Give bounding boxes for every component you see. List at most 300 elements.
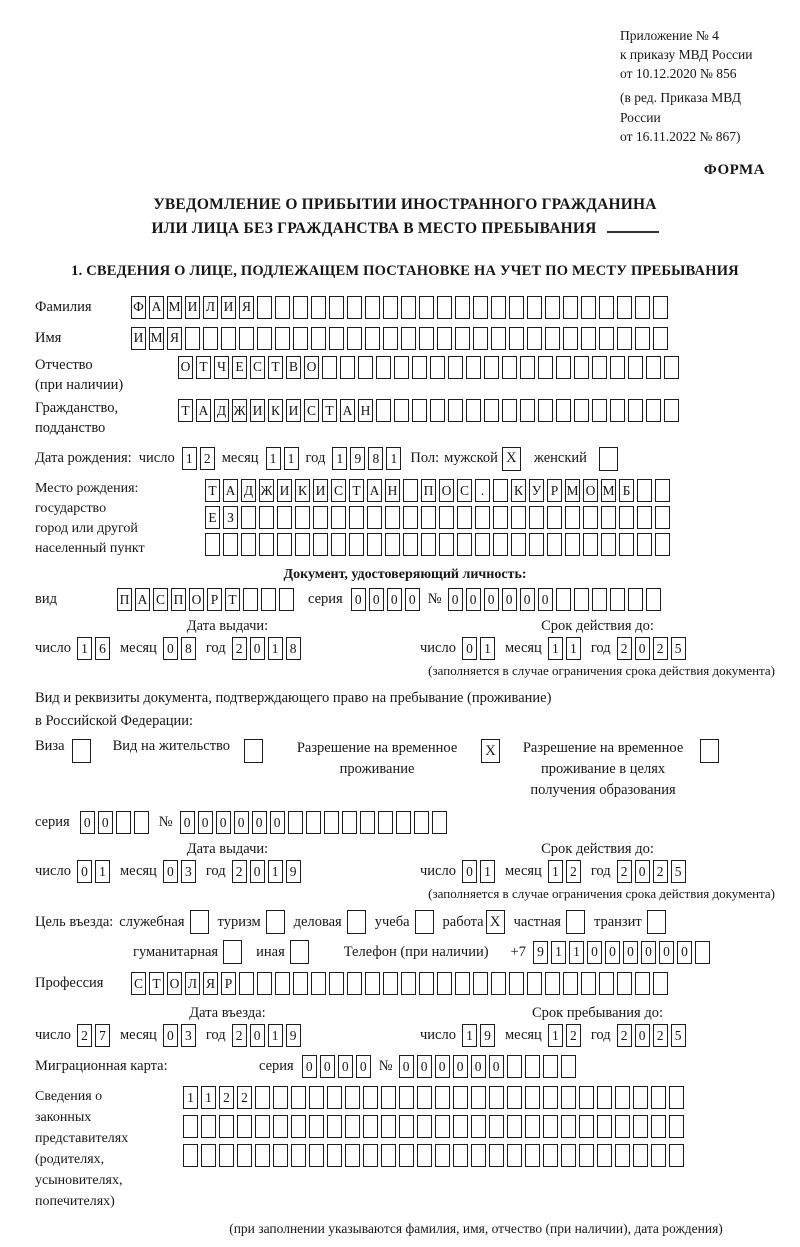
char-cell[interactable]: О xyxy=(189,588,204,611)
char-cell[interactable] xyxy=(358,356,373,379)
char-cell[interactable]: И xyxy=(131,327,146,350)
char-cell[interactable] xyxy=(347,327,362,350)
char-cell[interactable] xyxy=(610,356,625,379)
char-cell[interactable] xyxy=(322,356,337,379)
char-cell[interactable] xyxy=(543,1055,558,1078)
purpose-humanitarian-checkbox[interactable] xyxy=(223,940,242,964)
char-cell[interactable]: 0 xyxy=(587,941,602,964)
char-cell[interactable] xyxy=(309,1144,324,1167)
char-cell[interactable] xyxy=(437,296,452,319)
char-cell[interactable] xyxy=(599,296,614,319)
char-cell[interactable] xyxy=(430,356,445,379)
char-cell[interactable] xyxy=(363,1144,378,1167)
char-cell[interactable]: 0 xyxy=(462,860,477,883)
char-cell[interactable] xyxy=(493,506,508,529)
char-cell[interactable] xyxy=(329,972,344,995)
char-cell[interactable] xyxy=(581,296,596,319)
char-cell[interactable]: И xyxy=(221,296,236,319)
char-cell[interactable] xyxy=(403,479,418,502)
visa-checkbox[interactable] xyxy=(72,739,91,763)
char-cell[interactable]: С xyxy=(457,479,472,502)
char-cell[interactable]: 2 xyxy=(566,1024,581,1047)
char-cell[interactable] xyxy=(279,588,294,611)
char-cell[interactable] xyxy=(583,533,598,556)
char-cell[interactable]: 0 xyxy=(635,860,650,883)
char-cell[interactable]: Р xyxy=(221,972,236,995)
char-cell[interactable] xyxy=(403,506,418,529)
char-cell[interactable]: 1 xyxy=(266,447,281,470)
char-cell[interactable] xyxy=(491,972,506,995)
char-cell[interactable]: 0 xyxy=(356,1055,371,1078)
char-cell[interactable]: Т xyxy=(349,479,364,502)
char-cell[interactable] xyxy=(219,1144,234,1167)
char-cell[interactable] xyxy=(581,327,596,350)
char-cell[interactable]: 0 xyxy=(338,1055,353,1078)
char-cell[interactable]: 0 xyxy=(635,637,650,660)
char-cell[interactable] xyxy=(430,399,445,422)
char-cell[interactable] xyxy=(507,1055,522,1078)
char-cell[interactable] xyxy=(417,1115,432,1138)
char-cell[interactable] xyxy=(345,1115,360,1138)
char-cell[interactable] xyxy=(599,327,614,350)
char-cell[interactable] xyxy=(525,1144,540,1167)
char-cell[interactable] xyxy=(259,506,274,529)
char-cell[interactable] xyxy=(183,1115,198,1138)
char-cell[interactable] xyxy=(592,588,607,611)
char-cell[interactable] xyxy=(401,972,416,995)
char-cell[interactable] xyxy=(273,1086,288,1109)
char-cell[interactable] xyxy=(412,356,427,379)
char-cell[interactable] xyxy=(331,506,346,529)
char-cell[interactable] xyxy=(475,533,490,556)
char-cell[interactable] xyxy=(306,811,321,834)
char-cell[interactable] xyxy=(401,327,416,350)
char-cell[interactable] xyxy=(453,1086,468,1109)
char-cell[interactable] xyxy=(205,533,220,556)
char-cell[interactable] xyxy=(547,533,562,556)
char-cell[interactable]: М xyxy=(601,479,616,502)
char-cell[interactable] xyxy=(547,506,562,529)
char-cell[interactable] xyxy=(545,296,560,319)
char-cell[interactable] xyxy=(511,533,526,556)
char-cell[interactable] xyxy=(561,1144,576,1167)
char-cell[interactable] xyxy=(394,356,409,379)
char-cell[interactable] xyxy=(653,296,668,319)
char-cell[interactable] xyxy=(293,972,308,995)
char-cell[interactable] xyxy=(435,1086,450,1109)
char-cell[interactable]: Т xyxy=(322,399,337,422)
char-cell[interactable] xyxy=(489,1086,504,1109)
char-cell[interactable] xyxy=(509,296,524,319)
char-cell[interactable]: 1 xyxy=(548,1024,563,1047)
char-cell[interactable] xyxy=(439,533,454,556)
char-cell[interactable] xyxy=(376,356,391,379)
char-cell[interactable] xyxy=(511,506,526,529)
char-cell[interactable] xyxy=(509,327,524,350)
char-cell[interactable] xyxy=(525,1086,540,1109)
char-cell[interactable] xyxy=(619,506,634,529)
char-cell[interactable] xyxy=(615,1086,630,1109)
char-cell[interactable]: 1 xyxy=(77,637,92,660)
char-cell[interactable]: И xyxy=(185,296,200,319)
char-cell[interactable] xyxy=(637,533,652,556)
char-cell[interactable] xyxy=(329,296,344,319)
char-cell[interactable] xyxy=(471,1086,486,1109)
char-cell[interactable]: 1 xyxy=(182,447,197,470)
char-cell[interactable] xyxy=(502,399,517,422)
char-cell[interactable]: 0 xyxy=(635,1024,650,1047)
char-cell[interactable] xyxy=(116,811,131,834)
char-cell[interactable] xyxy=(421,506,436,529)
char-cell[interactable] xyxy=(203,327,218,350)
char-cell[interactable] xyxy=(277,533,292,556)
temp-residence-checkbox[interactable]: X xyxy=(481,739,500,763)
char-cell[interactable] xyxy=(538,356,553,379)
char-cell[interactable] xyxy=(471,1115,486,1138)
char-cell[interactable]: 0 xyxy=(471,1055,486,1078)
char-cell[interactable] xyxy=(633,1115,648,1138)
char-cell[interactable]: П xyxy=(421,479,436,502)
char-cell[interactable] xyxy=(565,506,580,529)
char-cell[interactable] xyxy=(601,506,616,529)
purpose-official-checkbox[interactable] xyxy=(190,910,209,934)
char-cell[interactable] xyxy=(437,972,452,995)
char-cell[interactable] xyxy=(646,356,661,379)
char-cell[interactable]: 0 xyxy=(252,811,267,834)
char-cell[interactable] xyxy=(381,1144,396,1167)
char-cell[interactable] xyxy=(597,1115,612,1138)
char-cell[interactable]: 8 xyxy=(286,637,301,660)
char-cell[interactable]: М xyxy=(167,296,182,319)
char-cell[interactable]: Ф xyxy=(131,296,146,319)
char-cell[interactable] xyxy=(610,399,625,422)
char-cell[interactable]: 0 xyxy=(520,588,535,611)
purpose-other-checkbox[interactable] xyxy=(290,940,309,964)
char-cell[interactable]: 0 xyxy=(270,811,285,834)
char-cell[interactable]: 9 xyxy=(350,447,365,470)
char-cell[interactable] xyxy=(419,296,434,319)
char-cell[interactable] xyxy=(695,941,710,964)
char-cell[interactable] xyxy=(241,506,256,529)
char-cell[interactable]: К xyxy=(295,479,310,502)
char-cell[interactable]: 0 xyxy=(77,860,92,883)
char-cell[interactable] xyxy=(457,506,472,529)
char-cell[interactable]: 2 xyxy=(232,1024,247,1047)
char-cell[interactable] xyxy=(340,356,355,379)
char-cell[interactable]: 5 xyxy=(671,1024,686,1047)
char-cell[interactable]: 0 xyxy=(250,1024,265,1047)
char-cell[interactable]: . xyxy=(475,479,490,502)
char-cell[interactable] xyxy=(311,327,326,350)
char-cell[interactable]: А xyxy=(196,399,211,422)
char-cell[interactable] xyxy=(419,327,434,350)
char-cell[interactable]: 2 xyxy=(232,637,247,660)
char-cell[interactable] xyxy=(545,327,560,350)
char-cell[interactable] xyxy=(257,972,272,995)
char-cell[interactable]: Т xyxy=(268,356,283,379)
char-cell[interactable] xyxy=(381,1086,396,1109)
char-cell[interactable]: Б xyxy=(619,479,634,502)
char-cell[interactable] xyxy=(239,972,254,995)
char-cell[interactable]: М xyxy=(149,327,164,350)
char-cell[interactable] xyxy=(345,1144,360,1167)
char-cell[interactable] xyxy=(345,1086,360,1109)
char-cell[interactable] xyxy=(295,533,310,556)
char-cell[interactable]: П xyxy=(171,588,186,611)
char-cell[interactable] xyxy=(655,479,670,502)
char-cell[interactable]: 1 xyxy=(386,447,401,470)
char-cell[interactable]: Д xyxy=(214,399,229,422)
char-cell[interactable] xyxy=(237,1115,252,1138)
char-cell[interactable]: 6 xyxy=(95,637,110,660)
char-cell[interactable]: 2 xyxy=(237,1086,252,1109)
char-cell[interactable] xyxy=(134,811,149,834)
sex-male-checkbox[interactable]: X xyxy=(502,447,521,471)
char-cell[interactable] xyxy=(455,972,470,995)
char-cell[interactable]: С xyxy=(250,356,265,379)
char-cell[interactable]: 1 xyxy=(480,860,495,883)
char-cell[interactable] xyxy=(563,296,578,319)
char-cell[interactable] xyxy=(378,811,393,834)
char-cell[interactable] xyxy=(617,972,632,995)
char-cell[interactable] xyxy=(471,1144,486,1167)
char-cell[interactable] xyxy=(237,1144,252,1167)
char-cell[interactable]: И xyxy=(286,399,301,422)
char-cell[interactable] xyxy=(545,972,560,995)
char-cell[interactable]: 0 xyxy=(250,860,265,883)
char-cell[interactable]: 2 xyxy=(566,860,581,883)
char-cell[interactable] xyxy=(414,811,429,834)
char-cell[interactable] xyxy=(653,972,668,995)
char-cell[interactable] xyxy=(347,972,362,995)
char-cell[interactable]: 0 xyxy=(448,588,463,611)
char-cell[interactable]: 2 xyxy=(653,860,668,883)
char-cell[interactable] xyxy=(466,356,481,379)
char-cell[interactable] xyxy=(309,1086,324,1109)
char-cell[interactable] xyxy=(365,327,380,350)
char-cell[interactable]: 1 xyxy=(566,637,581,660)
char-cell[interactable] xyxy=(291,1144,306,1167)
char-cell[interactable] xyxy=(561,1086,576,1109)
char-cell[interactable] xyxy=(243,588,258,611)
char-cell[interactable]: 1 xyxy=(551,941,566,964)
char-cell[interactable]: К xyxy=(268,399,283,422)
char-cell[interactable] xyxy=(255,1086,270,1109)
char-cell[interactable] xyxy=(574,399,589,422)
char-cell[interactable]: 0 xyxy=(405,588,420,611)
char-cell[interactable] xyxy=(574,356,589,379)
char-cell[interactable]: О xyxy=(439,479,454,502)
char-cell[interactable] xyxy=(635,296,650,319)
char-cell[interactable] xyxy=(579,1144,594,1167)
char-cell[interactable] xyxy=(273,1115,288,1138)
char-cell[interactable]: 2 xyxy=(617,637,632,660)
char-cell[interactable] xyxy=(349,533,364,556)
char-cell[interactable]: О xyxy=(583,479,598,502)
char-cell[interactable]: 1 xyxy=(548,860,563,883)
char-cell[interactable] xyxy=(556,399,571,422)
char-cell[interactable] xyxy=(484,399,499,422)
char-cell[interactable] xyxy=(628,399,643,422)
char-cell[interactable] xyxy=(655,506,670,529)
char-cell[interactable] xyxy=(664,356,679,379)
char-cell[interactable] xyxy=(651,1086,666,1109)
char-cell[interactable]: 2 xyxy=(219,1086,234,1109)
char-cell[interactable] xyxy=(475,506,490,529)
char-cell[interactable]: 9 xyxy=(286,860,301,883)
char-cell[interactable] xyxy=(183,1144,198,1167)
char-cell[interactable]: 1 xyxy=(268,637,283,660)
residence-permit-checkbox[interactable] xyxy=(244,739,263,763)
char-cell[interactable] xyxy=(538,399,553,422)
char-cell[interactable] xyxy=(455,327,470,350)
char-cell[interactable]: 0 xyxy=(198,811,213,834)
char-cell[interactable] xyxy=(484,356,499,379)
char-cell[interactable] xyxy=(360,811,375,834)
char-cell[interactable] xyxy=(507,1144,522,1167)
char-cell[interactable]: Я xyxy=(167,327,182,350)
char-cell[interactable]: Н xyxy=(385,479,400,502)
char-cell[interactable]: 3 xyxy=(181,860,196,883)
char-cell[interactable] xyxy=(619,533,634,556)
char-cell[interactable] xyxy=(597,1144,612,1167)
char-cell[interactable] xyxy=(635,327,650,350)
char-cell[interactable]: Я xyxy=(203,972,218,995)
char-cell[interactable]: Е xyxy=(232,356,247,379)
char-cell[interactable] xyxy=(329,327,344,350)
char-cell[interactable] xyxy=(421,533,436,556)
char-cell[interactable]: 8 xyxy=(181,637,196,660)
char-cell[interactable] xyxy=(367,506,382,529)
char-cell[interactable] xyxy=(493,533,508,556)
char-cell[interactable] xyxy=(309,1115,324,1138)
char-cell[interactable]: 0 xyxy=(163,860,178,883)
char-cell[interactable] xyxy=(365,296,380,319)
char-cell[interactable] xyxy=(617,327,632,350)
char-cell[interactable]: С xyxy=(153,588,168,611)
char-cell[interactable]: 0 xyxy=(387,588,402,611)
char-cell[interactable] xyxy=(617,296,632,319)
char-cell[interactable] xyxy=(561,1115,576,1138)
char-cell[interactable]: 0 xyxy=(351,588,366,611)
char-cell[interactable] xyxy=(257,327,272,350)
char-cell[interactable] xyxy=(491,296,506,319)
char-cell[interactable] xyxy=(646,588,661,611)
char-cell[interactable] xyxy=(365,972,380,995)
char-cell[interactable] xyxy=(669,1144,684,1167)
char-cell[interactable] xyxy=(257,296,272,319)
char-cell[interactable] xyxy=(543,1115,558,1138)
char-cell[interactable]: 0 xyxy=(216,811,231,834)
char-cell[interactable]: 0 xyxy=(399,1055,414,1078)
char-cell[interactable]: 3 xyxy=(181,1024,196,1047)
purpose-work-checkbox[interactable]: X xyxy=(486,910,505,934)
char-cell[interactable] xyxy=(489,1144,504,1167)
char-cell[interactable] xyxy=(417,1086,432,1109)
char-cell[interactable] xyxy=(525,1115,540,1138)
char-cell[interactable]: 0 xyxy=(502,588,517,611)
char-cell[interactable] xyxy=(363,1115,378,1138)
char-cell[interactable] xyxy=(579,1115,594,1138)
char-cell[interactable] xyxy=(403,533,418,556)
char-cell[interactable]: Л xyxy=(203,296,218,319)
char-cell[interactable] xyxy=(241,533,256,556)
char-cell[interactable] xyxy=(473,327,488,350)
char-cell[interactable]: 0 xyxy=(623,941,638,964)
char-cell[interactable]: А xyxy=(135,588,150,611)
char-cell[interactable] xyxy=(597,1086,612,1109)
char-cell[interactable] xyxy=(574,588,589,611)
char-cell[interactable] xyxy=(383,296,398,319)
char-cell[interactable] xyxy=(610,588,625,611)
char-cell[interactable] xyxy=(520,356,535,379)
char-cell[interactable] xyxy=(383,972,398,995)
char-cell[interactable]: Н xyxy=(358,399,373,422)
char-cell[interactable]: 9 xyxy=(533,941,548,964)
char-cell[interactable] xyxy=(432,811,447,834)
char-cell[interactable]: О xyxy=(304,356,319,379)
char-cell[interactable] xyxy=(563,972,578,995)
char-cell[interactable] xyxy=(277,506,292,529)
char-cell[interactable]: 0 xyxy=(98,811,113,834)
char-cell[interactable] xyxy=(601,533,616,556)
char-cell[interactable]: 0 xyxy=(163,1024,178,1047)
char-cell[interactable] xyxy=(529,533,544,556)
char-cell[interactable] xyxy=(385,533,400,556)
char-cell[interactable]: Т xyxy=(225,588,240,611)
char-cell[interactable]: 0 xyxy=(538,588,553,611)
char-cell[interactable]: 7 xyxy=(95,1024,110,1047)
char-cell[interactable]: К xyxy=(511,479,526,502)
char-cell[interactable]: 5 xyxy=(671,637,686,660)
char-cell[interactable] xyxy=(342,811,357,834)
char-cell[interactable] xyxy=(507,1115,522,1138)
char-cell[interactable] xyxy=(664,399,679,422)
char-cell[interactable] xyxy=(291,1115,306,1138)
purpose-tourism-checkbox[interactable] xyxy=(266,910,285,934)
char-cell[interactable] xyxy=(311,296,326,319)
char-cell[interactable] xyxy=(489,1115,504,1138)
char-cell[interactable]: 5 xyxy=(671,860,686,883)
char-cell[interactable]: В xyxy=(286,356,301,379)
char-cell[interactable] xyxy=(223,533,238,556)
char-cell[interactable] xyxy=(520,399,535,422)
char-cell[interactable]: У xyxy=(529,479,544,502)
char-cell[interactable] xyxy=(349,506,364,529)
char-cell[interactable] xyxy=(563,327,578,350)
sex-female-checkbox[interactable] xyxy=(599,447,618,471)
char-cell[interactable]: И xyxy=(313,479,328,502)
char-cell[interactable]: Т xyxy=(149,972,164,995)
char-cell[interactable]: 0 xyxy=(302,1055,317,1078)
char-cell[interactable]: П xyxy=(117,588,132,611)
char-cell[interactable] xyxy=(646,399,661,422)
char-cell[interactable] xyxy=(367,533,382,556)
char-cell[interactable] xyxy=(435,1144,450,1167)
char-cell[interactable] xyxy=(275,327,290,350)
char-cell[interactable] xyxy=(651,1144,666,1167)
char-cell[interactable]: 0 xyxy=(659,941,674,964)
char-cell[interactable]: А xyxy=(223,479,238,502)
char-cell[interactable]: 1 xyxy=(95,860,110,883)
char-cell[interactable] xyxy=(653,327,668,350)
char-cell[interactable] xyxy=(291,1086,306,1109)
char-cell[interactable]: Л xyxy=(185,972,200,995)
char-cell[interactable]: 1 xyxy=(201,1086,216,1109)
char-cell[interactable] xyxy=(311,972,326,995)
char-cell[interactable] xyxy=(273,1144,288,1167)
char-cell[interactable]: О xyxy=(178,356,193,379)
